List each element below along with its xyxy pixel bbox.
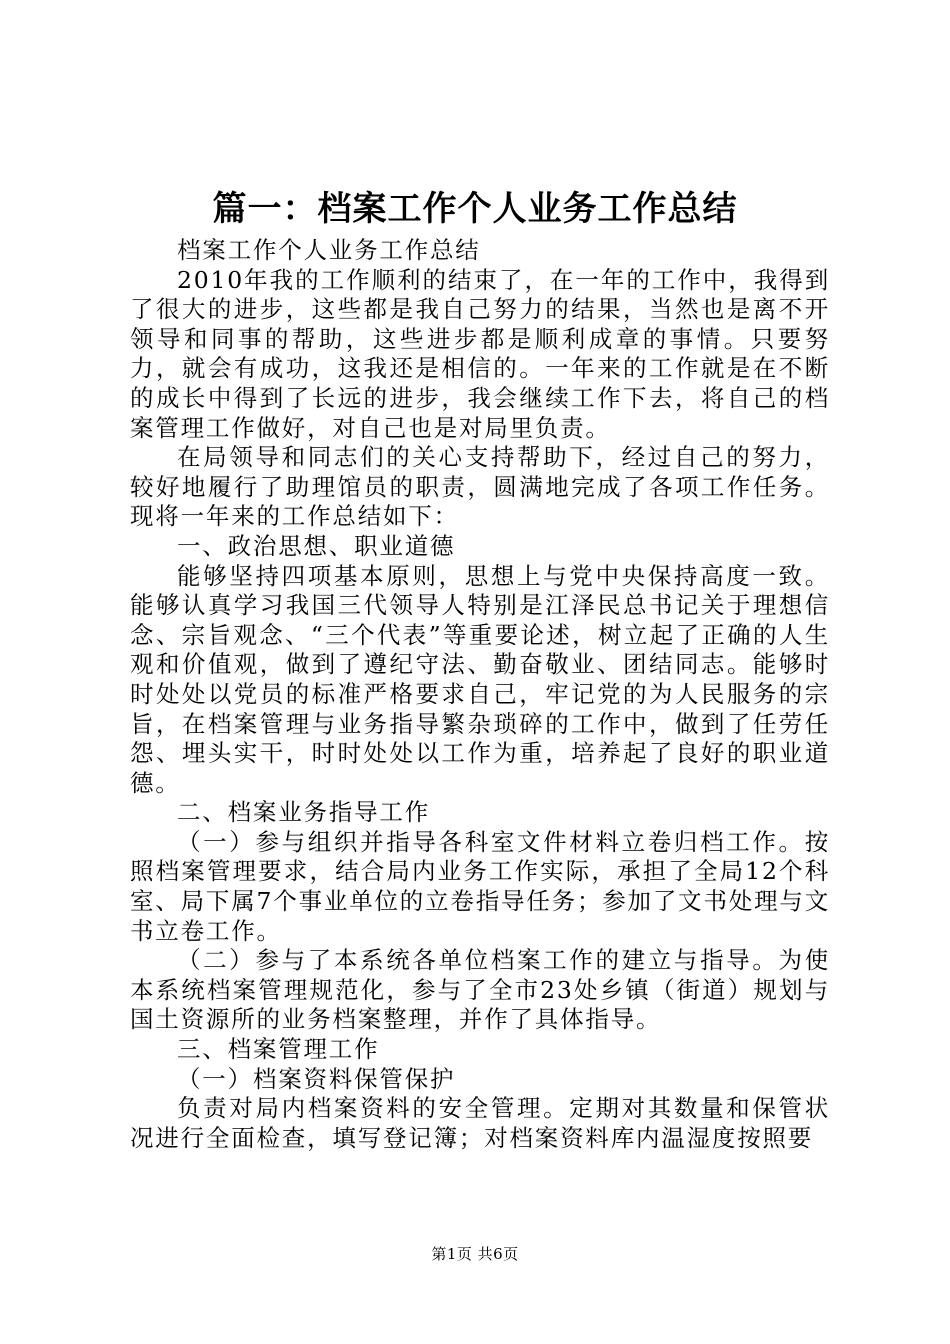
paragraph-summary-lead: 在局领导和同志们的关心支持帮助下，经过自己的努力，较好地履行了助理馆员的职责，圆满地完成了各项工作任务。现将一年来的工作总结如下： <box>130 443 830 531</box>
paragraph-intro: 2010年我的工作顺利的结束了，在一年的工作中，我得到了很大的进步，这些都是我自己努力的结果，当然也是离不开领导和同事的帮助，这些进步都是顺利成章的事情。只要努力，就会有成功，这我还是相信的。一年来的工作就是在不断的成长中得到了长远的进步，我会继续工作下去，将自己的档案管理工作做好，对自己也是对局里负责。 <box>130 265 830 442</box>
document-title: 篇一：档案工作个人业务工作总结 <box>212 189 738 229</box>
section-heading-1: 一、政治思想、职业道德 <box>177 531 456 560</box>
paragraph-storage: 负责对局内档案资料的安全管理。定期对其数量和保管状况进行全面检查，填写登记簿；对档案资料库内温湿度按照要 <box>130 1094 830 1152</box>
paragraph-subtitle: 档案工作个人业务工作总结 <box>177 236 481 264</box>
section-heading-2: 二、档案业务指导工作 <box>177 798 430 827</box>
paragraph-guidance-2: （二）参与了本系统各单位档案工作的建立与指导。为使本系统档案管理规范化，参与了全市23处乡镇（街道）规划与国土资源所的业务档案整理，并作了具体指导。 <box>130 946 830 1034</box>
paragraph-political: 能够坚持四项基本原则，思想上与党中央保持高度一致。能够认真学习我国三代领导人特别是江泽民总书记关于理想信念、宗旨观念、“三个代表”等重要论述，树立起了正确的人生观和价值观，做到了遵纪守法、勤奋敬业、团结同志。能够时时处处以党员的标准严格要求自己，牢记党的为人民服务的宗旨，在档案管理与业务指导繁杂琐碎的工作中，做到了任劳任怨、埋头实干，时时处处以工作为重，培养起了良好的职业道德。 <box>130 561 830 797</box>
section-heading-3: 三、档案管理工作 <box>177 1035 380 1064</box>
subsection-heading-3-1: （一）档案资料保管保护 <box>177 1064 456 1093</box>
page-number-footer: 第1页 共6页 <box>431 1245 519 1263</box>
document-body <box>130 236 830 1153</box>
paragraph-guidance-1: （一）参与组织并指导各科室文件材料立卷归档工作。按照档案管理要求，结合局内业务工作实际，承担了全局12个科室、局下属7个事业单位的立卷指导任务；参加了文书处理与文书立卷工作。 <box>130 827 830 945</box>
